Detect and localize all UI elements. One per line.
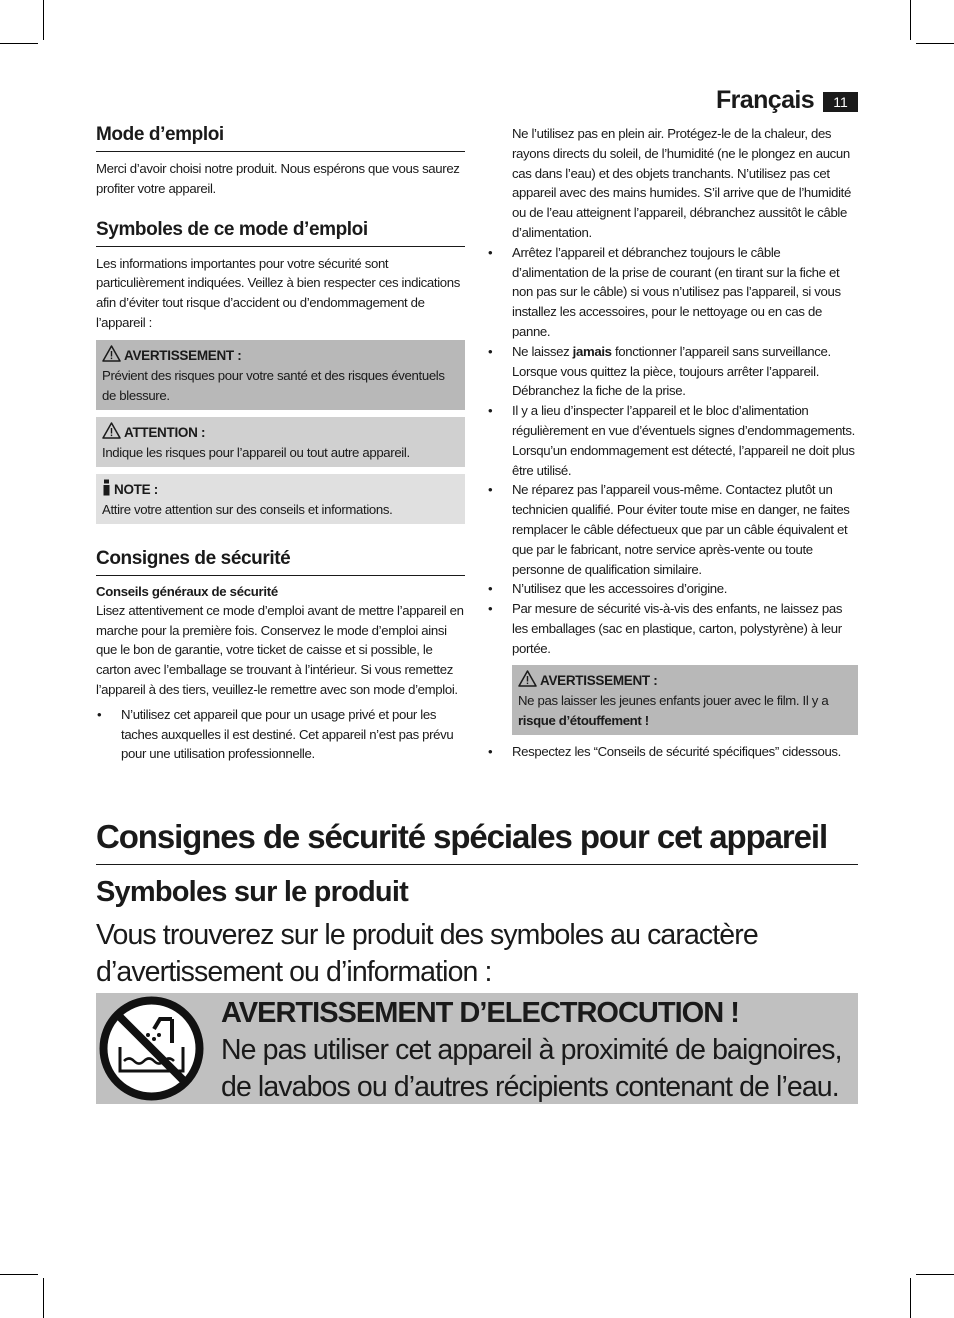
right-column bbox=[487, 124, 858, 761]
list-item: • Arrêtez l’appareil et débranchez toujours le câble d’alimentation de la prise de courant (en tirant sur la fiche et non pas sur le câble) si vous n’utilisez pas l’appareil, si vous installez les accessoires, pour le nettoyage ou en cas de panne. bbox=[488, 244, 841, 339]
list-item: • N’utilisez cet appareil que pour un usage privé et pour les taches auxquelles il est destiné. Cet appareil n’est pas prévu pour une utilisation professionnelle. bbox=[97, 706, 454, 762]
crop-mark bbox=[910, 1278, 911, 1318]
warning-triangle-icon bbox=[102, 345, 121, 362]
list-item: • Il y a lieu d’inspecter l’appareil et le bloc d’alimentation régulièrement en vue d’éventuels signes d’endommagements. Lorsqu’un endommagement est détecté, l’appareil ne doit plus être utilisé. bbox=[488, 403, 855, 478]
note-box bbox=[96, 474, 465, 524]
section-title: Consignes de sécurité spéciales pour cet appareil bbox=[96, 818, 858, 865]
list-item: • Ne réparez pas l’appareil vous-même. Contactez plutôt un technicien qualifié. Pour éviter toute mise en danger, ne faites remplacer le câble défectueux que par un câble équivalent et que par le fabricant, notre service après-vente ou toute personne de qualification similaire. bbox=[488, 482, 850, 577]
continued-text: Ne l’utilisez pas en plein air. Protégez-le de la chaleur, des rayons directs du soleil, de l’humidité (ne le plongez en aucun cas dans l’eau) et des objets tranchants. N’utilisez pas cet appareil avec des mains humides. S’il arrive que de l’humidité ou de l’eau atteignent l’appareil, débranchez aussitôt le câble d’alimentation. bbox=[512, 126, 851, 240]
safety-list bbox=[96, 705, 465, 764]
language-label: Français bbox=[716, 86, 815, 114]
warning-title: AVERTISSEMENT : bbox=[124, 347, 242, 363]
crop-mark bbox=[916, 43, 954, 44]
heading-symboles: Symboles de ce mode d’emploi bbox=[96, 219, 465, 247]
crop-mark bbox=[0, 43, 38, 44]
safety-list bbox=[487, 742, 858, 762]
attention-text: Indique les risques pour l’appareil ou tout autre appareil. bbox=[102, 444, 410, 460]
section-subtitle: Symboles sur le produit bbox=[96, 876, 408, 908]
crop-mark bbox=[43, 1278, 44, 1318]
warning-title: AVERTISSEMENT : bbox=[540, 672, 658, 688]
symboles-text: Les informations importantes pour votre sécurité sont particulièrement indiquées. Veillez à bien respecter ces indications afin d’éviter tout risque d’accident ou d’endommagement de l’appareil : bbox=[96, 255, 460, 330]
warning-triangle-icon bbox=[518, 670, 537, 687]
warning-text: Ne pas laisser les jeunes enfants jouer avec le film. Il y a risque d’étouffement ! bbox=[518, 692, 829, 728]
heading-consignes: Consignes de sécurité bbox=[96, 548, 465, 576]
section-intro: Vous trouverez sur le produit des symboles au caractère d’avertissement ou d’information : bbox=[96, 919, 758, 988]
note-title: NOTE : bbox=[114, 481, 158, 497]
crop-mark bbox=[916, 1274, 954, 1275]
attention-title: ATTENTION : bbox=[124, 424, 206, 440]
list-item: • Respectez les “Conseils de sécurité spécifiques” cidessous. bbox=[488, 743, 841, 759]
left-column bbox=[96, 124, 465, 764]
warning-triangle-icon bbox=[102, 422, 121, 439]
crop-mark bbox=[43, 0, 44, 40]
crop-mark bbox=[0, 1274, 38, 1275]
no-water-icon bbox=[98, 995, 205, 1102]
info-icon bbox=[102, 479, 111, 496]
warning-box bbox=[512, 665, 858, 735]
attention-box bbox=[96, 417, 465, 467]
intro-text: Merci d’avoir choisi notre produit. Nous espérons que vous saurez profiter votre appareil. bbox=[96, 161, 460, 196]
consignes-text: Lisez attentivement ce mode d’emploi avant de mettre l’appareil en marche pour la première fois. Conservez le mode d’emploi ainsi que le bon de garantie, votre ticket de caisse et si possible, le carton avec l’emballage se trouvant à l’intérieur. Si vous remettez l’appareil à des tiers, veuillez-le remettre avec son mode d’emploi. bbox=[96, 602, 464, 697]
electrocution-text: Ne pas utiliser cet appareil à proximité de baignoires, de lavabos ou d’autres récipients contenant de l’eau. bbox=[221, 1034, 842, 1103]
electrocution-warning-box bbox=[96, 993, 858, 1104]
warning-box bbox=[96, 340, 465, 410]
list-item: • Ne laissez jamais fonctionner l’appareil sans surveillance. Lorsque vous quittez la pièce, toujours arrêter l’appareil. Débranchez la fiche de la prise. bbox=[488, 343, 831, 399]
crop-mark bbox=[910, 0, 911, 40]
heading-mode-emploi: Mode d’emploi bbox=[96, 124, 465, 152]
warning-text: Prévient des risques pour votre santé et des risques éventuels de blessure. bbox=[102, 367, 445, 403]
electrocution-title: AVERTISSEMENT D’ELECTROCUTION ! bbox=[221, 997, 739, 1029]
list-item: • Par mesure de sécurité vis-à-vis des enfants, ne laissez pas les emballages (sac en plastique, carton, polystyrène) à leur portée. bbox=[488, 601, 843, 656]
note-text: Attire votre attention sur des conseils et informations. bbox=[102, 501, 393, 517]
page-number: 11 bbox=[823, 92, 858, 112]
safety-list bbox=[487, 243, 858, 659]
list-item: • N’utilisez que les accessoires d’origine. bbox=[488, 581, 728, 597]
subheading-conseils: Conseils généraux de sécurité bbox=[96, 583, 278, 599]
